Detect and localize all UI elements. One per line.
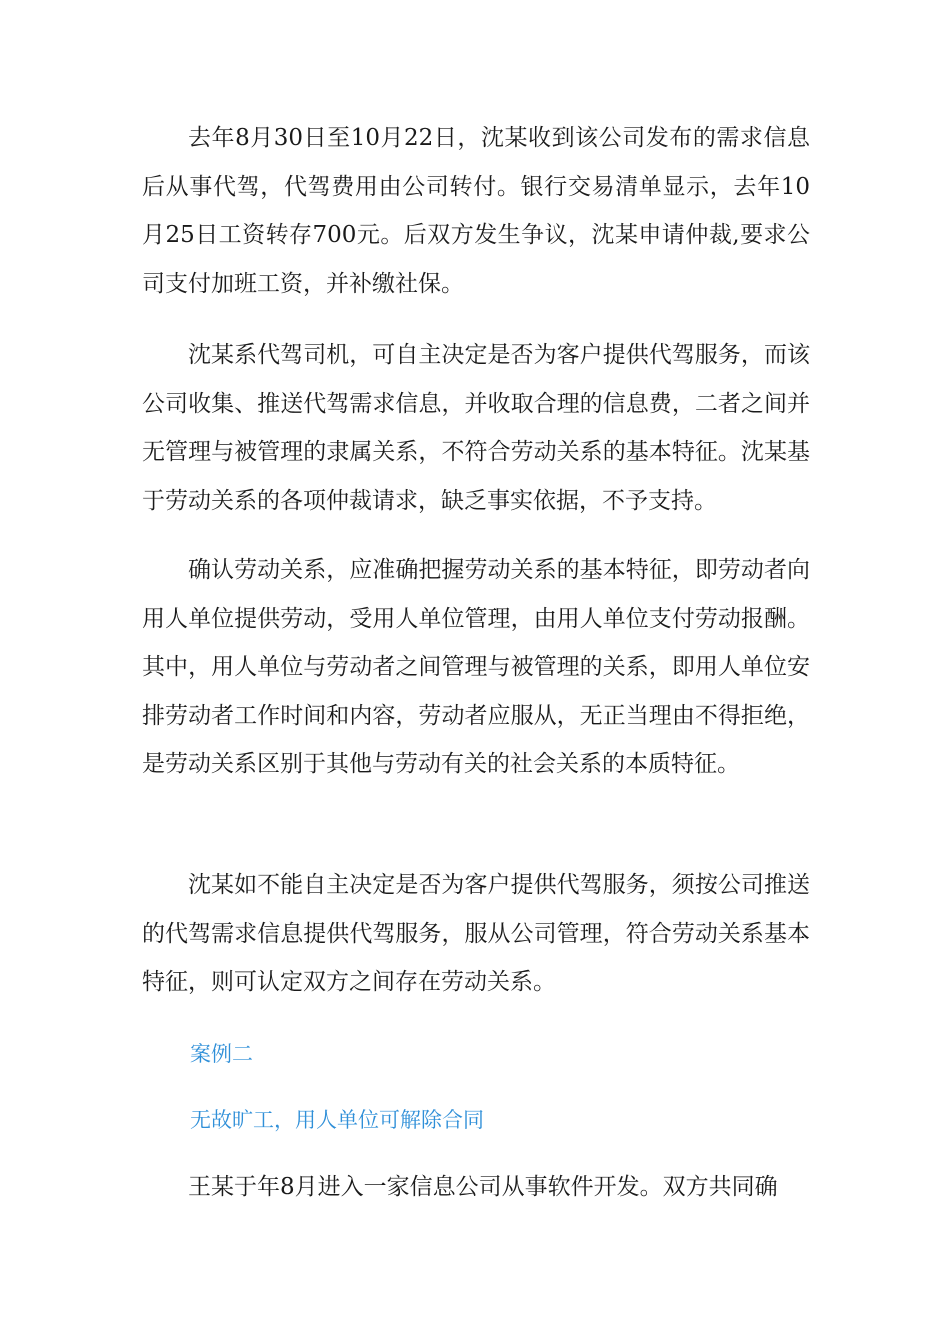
paragraph-ruling: 沈某系代驾司机，可自主决定是否为客户提供代驾服务，而该公司收集、推送代驾需求信息，并收取合理的信息费，二者之间并无管理与被管理的隶属关系，不符合劳动关系的基本特征。沈某基于劳动关系的各项仲裁请求，缺乏事实依据，不予支持。 [142,342,810,514]
paragraph-analysis: 确认劳动关系，应准确把握劳动关系的基本特征，即劳动者向用人单位提供劳动，受用人单位管理，由用人单位支付劳动报酬。其中，用人单位与劳动者之间管理与被管理的关系，即用人单位安排劳动者工作时间和内容，劳动者应服从，无正当理由不得拒绝，是劳动关系区别于其他与劳动有关的社会关系的本质特征。 [142,557,810,777]
paragraph-conclusion: 沈某如不能自主决定是否为客户提供代驾服务，须按公司推送的代驾需求信息提供代驾服务，服从公司管理，符合劳动关系基本特征，则可认定双方之间存在劳动关系。 [142,872,810,995]
paragraph-case-facts: 去年8月30日至10月22日，沈某收到该公司发布的需求信息后从事代驾，代驾费用由公司转付。银行交易清单显示，去年10月25日工资转存700元。后双方发生争议，沈某申请仲裁,要求公司支付加班工资，并补缴社保。 [142,125,810,297]
case-title: 无故旷工，用人单位可解除合同 [190,1108,484,1132]
paragraph-case-two-intro: 王某于年8月进入一家信息公司从事软件开发。双方共同确 [188,1174,778,1200]
case-label: 案例二 [190,1042,253,1066]
